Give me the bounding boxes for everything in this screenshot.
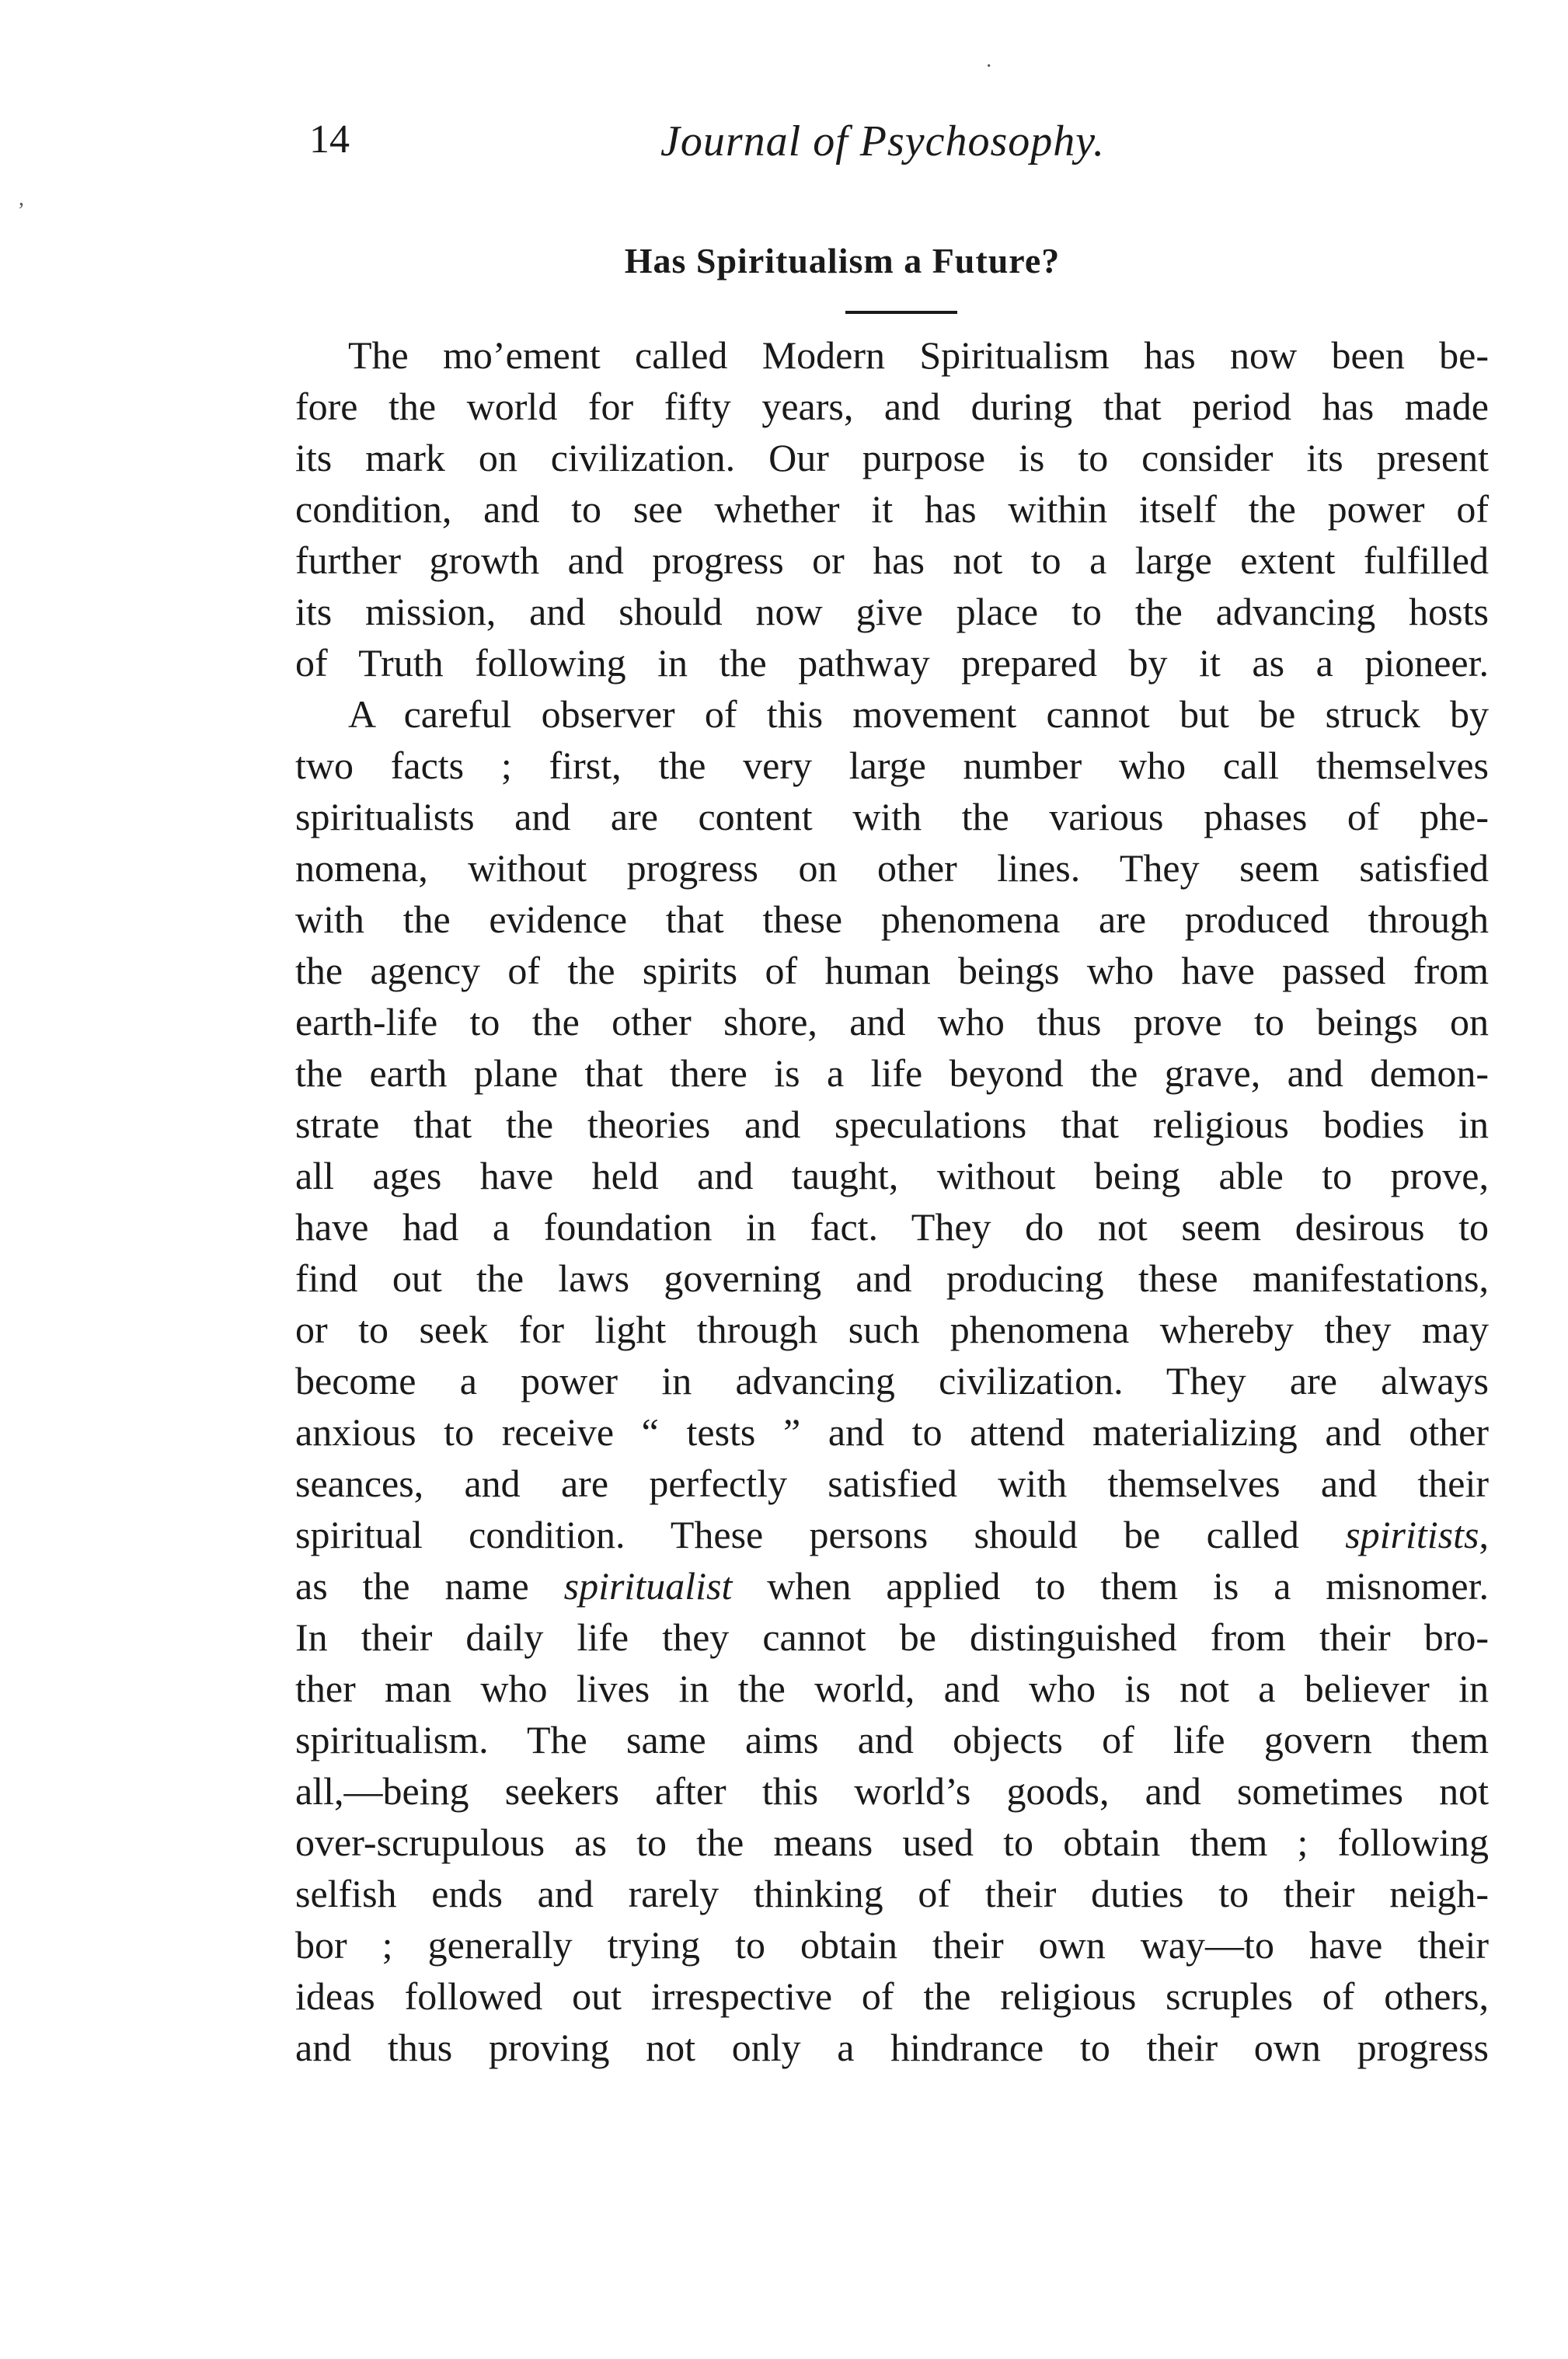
text-run: selfish ends and rarely thinking of their duties to their neigh- — [295, 1872, 1489, 1915]
text-line — [295, 637, 1489, 688]
text-line — [295, 1765, 1489, 1817]
text-line — [295, 1201, 1489, 1253]
text-line — [295, 842, 1489, 894]
text-run: when applied to them is a misnomer. — [732, 1564, 1489, 1608]
text-run: , — [1479, 1513, 1489, 1556]
text-line — [295, 688, 1489, 740]
article-body — [295, 329, 1489, 2073]
text-line — [295, 381, 1489, 432]
text-run: have had a foundation in fact. They do not seem desirous to — [295, 1205, 1489, 1249]
text-run: over-scrupulous as to the means used to obtain them ; following — [295, 1821, 1489, 1864]
text-run: anxious to receive “ tests ” and to attend materializing and other — [295, 1410, 1489, 1454]
text-run: ther man who lives in the world, and who is not a believer in — [295, 1667, 1489, 1710]
text-line — [295, 1817, 1489, 1868]
text-run: its mission, and should now give place to the advancing hosts — [295, 590, 1489, 633]
text-line — [295, 945, 1489, 996]
text-line — [295, 1868, 1489, 1919]
text-line — [295, 791, 1489, 842]
text-run: condition, and to see whether it has within itself the power of — [295, 487, 1489, 531]
text-run: In their daily life they cannot be distinguished from their bro- — [295, 1615, 1489, 1659]
text-line — [295, 483, 1489, 535]
text-run: as the name — [295, 1564, 564, 1608]
text-run: its mark on civilization. Our purpose is to consider its present — [295, 436, 1489, 479]
text-line — [295, 535, 1489, 586]
text-line — [295, 1406, 1489, 1458]
text-run: fore the world for fifty years, and during that period has made — [295, 385, 1489, 428]
text-run: the earth plane that there is a life beyond the grave, and demon- — [295, 1051, 1489, 1095]
text-line — [295, 996, 1489, 1047]
text-run: find out the laws governing and producing these manifestations, — [295, 1256, 1489, 1300]
title-rule — [845, 311, 957, 314]
text-line — [295, 1304, 1489, 1355]
text-run: with the evidence that these phenomena are produced through — [295, 897, 1489, 941]
italic-term: spiritualist — [563, 1564, 733, 1608]
text-run: earth-life to the other shore, and who thus prove to beings on — [295, 1000, 1489, 1044]
text-run: strate that the theories and speculations that religious bodies in — [295, 1103, 1489, 1146]
page-number: 14 — [309, 117, 350, 162]
running-head: Journal of Psychosophy. — [660, 117, 1106, 166]
text-run: further growth and progress or has not to a large extent fulfilled — [295, 538, 1489, 582]
text-line — [295, 1099, 1489, 1150]
text-run: ideas followed out irrespective of the religious scruples of others, — [295, 1974, 1489, 2018]
text-run: all,—being seekers after this world’s goods, and sometimes not — [295, 1769, 1489, 1813]
text-run: become a power in advancing civilization. They are always — [295, 1359, 1489, 1403]
text-line — [295, 894, 1489, 945]
text-line — [295, 1509, 1489, 1560]
text-line — [295, 1355, 1489, 1406]
text-run: spiritualism. The same aims and objects of life govern them — [295, 1718, 1489, 1761]
text-run: or to seek for light through such phenomena whereby they may — [295, 1308, 1489, 1351]
text-line — [295, 1612, 1489, 1663]
text-run: The mo’ement called Modern Spiritualism has now been be- — [348, 333, 1489, 377]
text-line — [295, 2022, 1489, 2073]
text-line — [295, 432, 1489, 483]
scan-speck: , — [19, 186, 24, 211]
text-run: all ages have held and taught, without being able to prove, — [295, 1154, 1489, 1197]
text-run: and thus proving not only a hindrance to their own progress — [295, 2026, 1489, 2069]
text-run: seances, and are perfectly satisfied with themselves and their — [295, 1462, 1489, 1505]
article-title: Has Spiritualism a Future? — [624, 241, 1061, 281]
text-line — [295, 1047, 1489, 1099]
text-line — [295, 1253, 1489, 1304]
text-line — [295, 1970, 1489, 2022]
text-line — [295, 586, 1489, 637]
text-run: spiritual condition. These persons should be called — [295, 1513, 1346, 1556]
text-line — [295, 1663, 1489, 1714]
text-run: two facts ; first, the very large number who call themselves — [295, 744, 1489, 787]
text-run: spiritualists and are content with the various phases of phe- — [295, 795, 1489, 838]
text-line — [295, 1560, 1489, 1612]
text-line — [295, 1714, 1489, 1765]
text-line — [295, 1458, 1489, 1509]
text-run: the agency of the spirits of human beings who have passed from — [295, 949, 1489, 992]
text-run: of Truth following in the pathway prepared by it as a pioneer. — [295, 641, 1489, 685]
text-run: bor ; generally trying to obtain their own way—to have their — [295, 1923, 1489, 1967]
text-line — [295, 329, 1489, 381]
text-run: A careful observer of this movement cannot but be struck by — [348, 692, 1489, 736]
italic-term: spiritists — [1345, 1513, 1479, 1556]
text-line — [295, 1150, 1489, 1201]
scan-speck: · — [985, 54, 993, 78]
text-line — [295, 740, 1489, 791]
text-line — [295, 1919, 1489, 1970]
text-run: nomena, without progress on other lines. They seem satisfied — [295, 846, 1489, 890]
